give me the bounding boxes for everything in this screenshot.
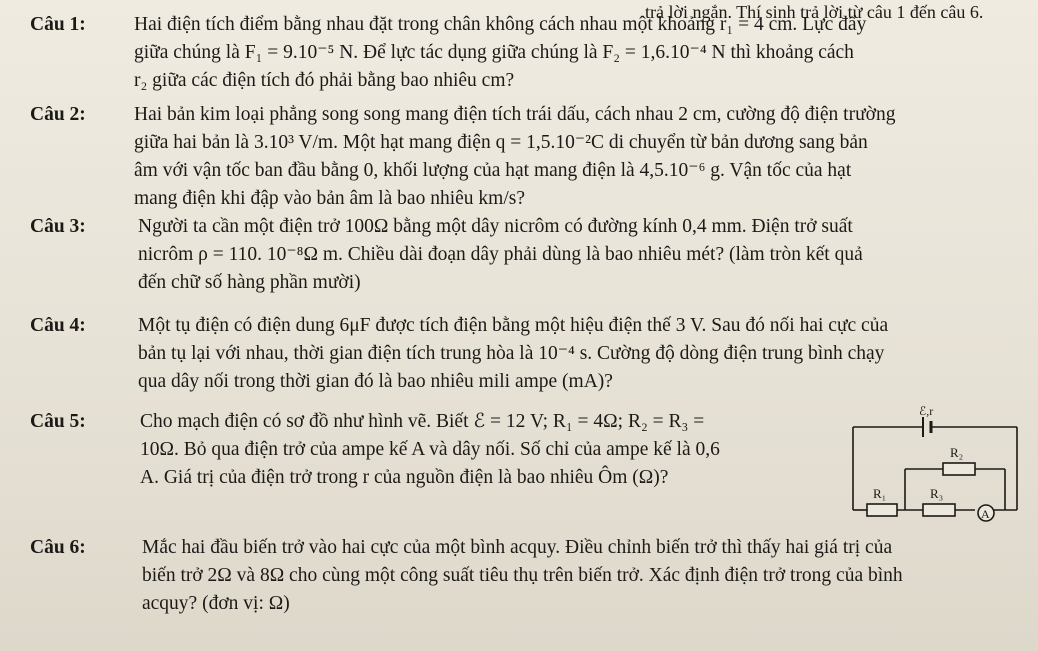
question-line: biến trở 2Ω và 8Ω cho cùng một công suất tiêu thụ trên biến trở. Xác định điện trở trong của bình bbox=[142, 565, 903, 586]
question-line: Một tụ điện có điện dung 6μF được tích điện bằng một hiệu điện thế 3 V. Sau đó nối hai cực của bbox=[138, 315, 889, 336]
r1-label: R₁ bbox=[873, 486, 887, 501]
question-line: A. Giá trị của điện trở trong r của nguồn điện là bao nhiêu Ôm (Ω)? bbox=[140, 467, 669, 488]
question-line: acquy? (đơn vị: Ω) bbox=[142, 593, 290, 614]
question-line: Người ta cần một điện trở 100Ω bằng một dây nicrôm có đường kính 0,4 mm. Điện trở suất bbox=[138, 216, 853, 237]
question-label: Câu 1: bbox=[30, 14, 86, 35]
question-line: Hai bản kim loại phẳng song song mang điện tích trái dấu, cách nhau 2 cm, cường độ điện trường bbox=[134, 104, 896, 125]
question-line: qua dây nối trong thời gian đó là bao nhiêu mili ampe (mA)? bbox=[138, 371, 613, 392]
question-line: âm với vận tốc ban đầu bằng 0, khối lượng của hạt mang điện là 4,5.10⁻⁶ g. Vận tốc của hạt bbox=[134, 160, 852, 181]
question-line: giữa hai bản là 3.10³ V/m. Một hạt mang điện q = 1,5.10⁻²C di chuyển từ bản dương sang bản bbox=[134, 132, 868, 153]
question-line: Mắc hai đầu biến trở vào hai cực của một bình acquy. Điều chỉnh biến trở thì thấy hai giá trị của bbox=[142, 537, 893, 558]
r3-label: R₃ bbox=[930, 486, 944, 501]
question-line: r₂ giữa các điện tích đó phải bằng bao nhiêu cm? bbox=[134, 70, 515, 91]
question-label: Câu 5: bbox=[30, 411, 86, 432]
question-line: Cho mạch điện có sơ đồ như hình vẽ. Biết ℰ = 12 V; R₁ = 4Ω; R₂ = R₃ = bbox=[140, 411, 705, 432]
question-line: nicrôm ρ = 110. 10⁻⁸Ω m. Chiều dài đoạn dây phải dùng là bao nhiêu mét? (làm tròn kết quả bbox=[138, 244, 863, 265]
question-line: 10Ω. Bỏ qua điện trở của ampe kế A và dây nối. Số chỉ của ampe kế là 0,6 bbox=[140, 439, 720, 460]
question-line: giữa chúng là F₁ = 9.10⁻⁵ N. Để lực tác dụng giữa chúng là F₂ = 1,6.10⁻⁴ N thì khoảng cách bbox=[134, 42, 854, 63]
question-label: Câu 2: bbox=[30, 104, 86, 125]
circuit-diagram bbox=[845, 405, 1030, 530]
ammeter-label: A bbox=[981, 507, 990, 521]
question-line: bản tụ lại với nhau, thời gian điện tích trung hòa là 10⁻⁴ s. Cường độ dòng điện trung bình chạy bbox=[138, 343, 885, 364]
question-line: mang điện khi đập vào bản âm là bao nhiêu km/s? bbox=[134, 188, 525, 209]
instruction-header: trả lời ngắn. Thí sinh trả lời từ câu 1 đến câu 6. bbox=[645, 2, 984, 22]
r2-label: R₂ bbox=[950, 445, 964, 460]
source-label: ℰ,r bbox=[919, 405, 934, 418]
question-label: Câu 4: bbox=[30, 315, 86, 336]
question-label: Câu 3: bbox=[30, 216, 86, 237]
question-label: Câu 6: bbox=[30, 537, 86, 558]
question-line: Hai điện tích điểm bằng nhau đặt trong chân không cách nhau một khoảng r₁ = 4 cm. Lực đẩy bbox=[134, 14, 867, 35]
question-line: đến chữ số hàng phần mười) bbox=[138, 272, 361, 293]
